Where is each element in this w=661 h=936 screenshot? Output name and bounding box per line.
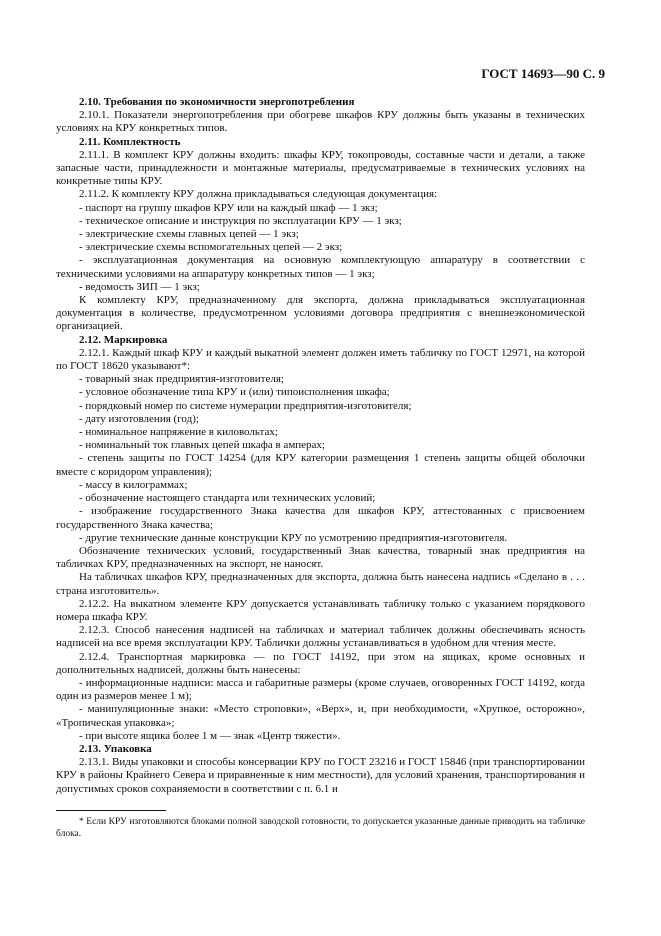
footnote bbox=[56, 817, 585, 840]
list-item: - номинальное напряжение в киловольтах; bbox=[79, 426, 278, 439]
paragraph-2-10-1: 2.10.1. Показатели энергопотребления при обогреве шкафов КРУ должны быть указаны в технических условиях на КРУ конкретных типов. bbox=[56, 109, 585, 135]
list-item: - порядковый номер по системе нумерации предприятия-изготовителя; bbox=[79, 399, 412, 412]
list-item: - номинальный ток главных цепей шкафа в амперах; bbox=[79, 439, 325, 452]
paragraph-2-11-export: К комплекту КРУ, предназначенному для экспорта, должна прикладываться эксплуатационная документация в количестве, предусмотренном условиями договора предприятия с внешнеэкономической организацией. bbox=[56, 294, 585, 333]
list-item: - электрические схемы вспомогательных цепей — 2 экз; bbox=[79, 241, 343, 254]
page-header: ГОСТ 14693—90 С. 9 bbox=[481, 66, 605, 81]
list-item: - условное обозначение типа КРУ и (или) типоисполнения шкафа; bbox=[79, 386, 390, 399]
list-item: - товарный знак предприятия-изготовителя; bbox=[79, 373, 284, 386]
list-item: - другие технические данные конструкции КРУ по усмотрению предприятия-изготовителя. bbox=[79, 531, 508, 544]
list-item: - техническое описание и инструкция по эксплуатации КРУ — 1 экз; bbox=[79, 214, 402, 227]
list-item: - электрические схемы главных цепей — 1 экз; bbox=[79, 228, 299, 241]
section-heading-2-10: 2.10. Требования по экономичности энергопотребления bbox=[79, 96, 355, 108]
paragraph-2-11-1: 2.11.1. В комплект КРУ должны входить: шкафы КРУ, токопроводы, составные части и детали, а также запасные части, принадлежности и монтажные материалы, предусматриваемые в технических условиях на конкретные типы КРУ. bbox=[56, 148, 585, 188]
section-heading-2-11: 2.11. Комплектность bbox=[79, 135, 181, 148]
paragraph-2-12-2: 2.12.2. На выкатном элементе КРУ допускается устанавливать табличку только с указанием порядкового номера шкафа КРУ. bbox=[56, 597, 585, 623]
list-item: - обозначение настоящего стандарта или технических условий; bbox=[79, 492, 376, 505]
list-item: - дату изготовления (год); bbox=[79, 412, 199, 425]
paragraph-2-12-1: 2.12.1. Каждый шкаф КРУ и каждый выкатной элемент должен иметь табличку по ГОСТ 12971, на которой по ГОСТ 18620 указывают*: bbox=[56, 346, 585, 373]
list-item: - массу в килограммах; bbox=[79, 478, 188, 491]
footnote-text: * Если КРУ изготовляются блоками полной заводской готовности, то допускается указанные данные приводить на табличке блока. bbox=[56, 817, 585, 839]
paragraph-2-13-1: 2.13.1. Виды упаковки и способы консервации КРУ по ГОСТ 23216 и ГОСТ 15846 (при транспортировании КРУ в районы Крайнего Севера и приравненные к ним местности), для условий хранения, транспортирования и допустимых сроков сохраняемости в соответствии с п. 6.1 и bbox=[56, 756, 585, 795]
footnote-divider bbox=[56, 810, 166, 811]
paragraph-2-12-4: 2.12.4. Транспортная маркировка — по ГОСТ 14192, при этом на ящиках, кроме основных и дополнительных надписей, должны быть нанесены: bbox=[56, 650, 585, 676]
section-heading-2-12: 2.12. Маркировка bbox=[79, 333, 168, 346]
list-item: - манипуляционные знаки: «Место строповки», «Верх», и, при необходимости, «Хрупкое, осторожно», «Тропическая упаковка»; bbox=[56, 703, 585, 729]
list-item: - изображение государственного Знака качества для шкафов КРУ, аттестованных с присвоением государственного Знака качества; bbox=[56, 505, 585, 531]
list-item: - при высоте ящика более 1 м — знак «Центр тяжести». bbox=[79, 729, 341, 742]
list-item: - степень защиты по ГОСТ 14254 (для КРУ категории размещения 1 степень защиты общей оболочки вместе с коридором управления); bbox=[56, 452, 585, 478]
list-item: - ведомость ЗИП — 1 экз; bbox=[79, 280, 200, 293]
paragraph-2-12-made-in: На табличках шкафов КРУ, предназначенных для экспорта, должна быть нанесена надпись «Сделано в . . . страна изготовитель». bbox=[56, 571, 585, 597]
section-heading-2-13: 2.13. Упаковка bbox=[79, 742, 152, 755]
list-item: - эксплуатационная документация на основную комплектующую аппаратуру в соответствии с техническими условиями на аппаратуру конкретных типов — 1 экз; bbox=[56, 254, 585, 280]
list-item: - информационные надписи: масса и габаритные размеры (кроме случаев, оговоренных ГОСТ 14192, когда один из размеров менее 1 м); bbox=[56, 676, 585, 703]
paragraph-2-12-3: 2.12.3. Способ нанесения надписей на табличках и материал табличек должны обеспечивать ясность надписей на все время эксплуатации КРУ. Таблички должны устанавливаться в удобном для чтения месте. bbox=[56, 624, 585, 650]
paragraph-2-11-2: 2.11.2. К комплекту КРУ должна прикладываться следующая документация: bbox=[79, 188, 438, 201]
list-item: - паспорт на группу шкафов КРУ или на каждый шкаф — 1 экз; bbox=[79, 201, 378, 214]
document-body bbox=[56, 96, 585, 796]
paragraph-2-12-export-note: Обозначение технических условий, государственный Знак качества, товарный знак предприятия на табличках КРУ, предназначенных на экспорт, не наносят. bbox=[56, 544, 585, 571]
